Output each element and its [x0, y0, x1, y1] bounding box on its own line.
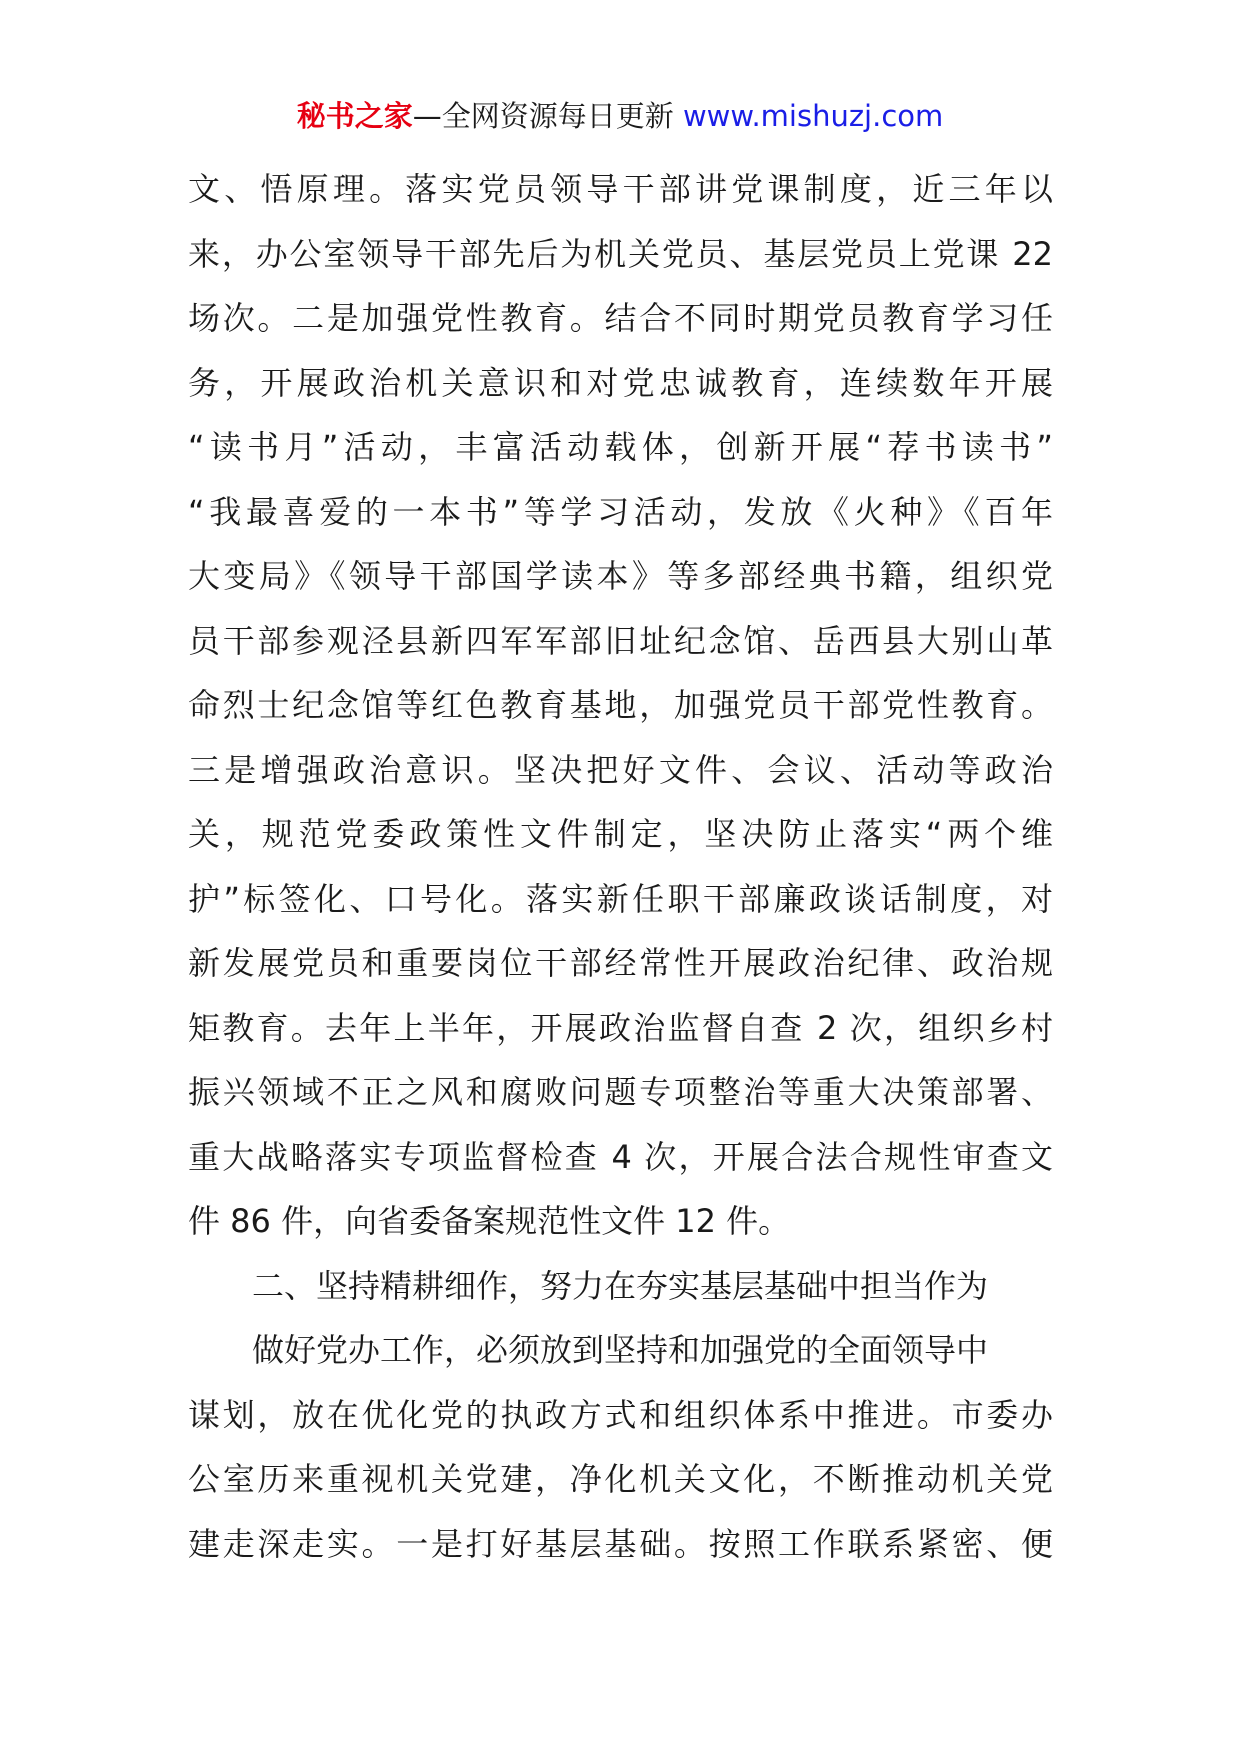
paragraph-first-line: 做好党办工作，必须放到坚持和加强党的全面领导中	[252, 1331, 989, 1369]
body-line: 关，规范党委政策性文件制定，坚决防止落实“两个维	[188, 815, 1053, 853]
body-line: 新发展党员和重要岗位干部经常性开展政治纪律、政治规	[188, 944, 1053, 982]
brand-name: 秘书之家	[296, 99, 413, 133]
body-line: 公室历来重视机关党建，净化机关文化，不断推动机关党	[188, 1460, 1053, 1498]
body-line: 大变局》《领导干部国学读本》等多部经典书籍，组织党	[188, 557, 1053, 595]
body-line: 护”标签化、口号化。落实新任职干部廉政谈话制度，对	[188, 879, 1053, 918]
body-line: “读书月”活动，丰富活动载体，创新开展“荐书读书”	[188, 428, 1053, 466]
body-line: 务，开展政治机关意识和对党忠诚教育，连续数年开展	[188, 363, 1053, 402]
page-header	[0, 96, 1240, 136]
site-url-link[interactable]: www.mishuzj.com	[682, 99, 944, 133]
document-body	[188, 157, 1053, 1576]
body-line: 件 86 件，向省委备案规范性文件 12 件。	[188, 1202, 791, 1240]
section-heading: 二、坚持精耕细作，努力在夯实基层基础中担当作为	[252, 1266, 989, 1305]
body-line: 振兴领域不正之风和腐败问题专项整治等重大决策部署、	[188, 1073, 1053, 1111]
body-line: 来，办公室领导干部先后为机关党员、基层党员上党课 22	[188, 234, 1053, 273]
body-line: 建走深走实。一是打好基层基础。按照工作联系紧密、便	[188, 1524, 1053, 1563]
body-line: 命烈士纪念馆等红色教育基地，加强党员干部党性教育。	[188, 686, 1053, 724]
body-line: “我最喜爱的一本书”等学习活动，发放《火种》《百年	[188, 492, 1053, 531]
body-line: 员干部参观泾县新四军军部旧址纪念馆、岳西县大别山革	[188, 621, 1053, 660]
body-line: 矩教育。去年上半年，开展政治监督自查 2 次，组织乡村	[188, 1008, 1053, 1047]
body-line: 文、悟原理。落实党员领导干部讲党课制度，近三年以	[188, 170, 1053, 208]
header-tagline: —全网资源每日更新	[412, 99, 674, 133]
body-line: 三是增强政治意识。坚决把好文件、会议、活动等政治	[188, 750, 1053, 789]
body-line: 场次。二是加强党性教育。结合不同时期党员教育学习任	[188, 299, 1053, 337]
body-line: 重大战略落实专项监督检查 4 次，开展合法合规性审查文	[188, 1137, 1053, 1176]
body-line: 谋划，放在优化党的执政方式和组织体系中推进。市委办	[188, 1395, 1053, 1434]
